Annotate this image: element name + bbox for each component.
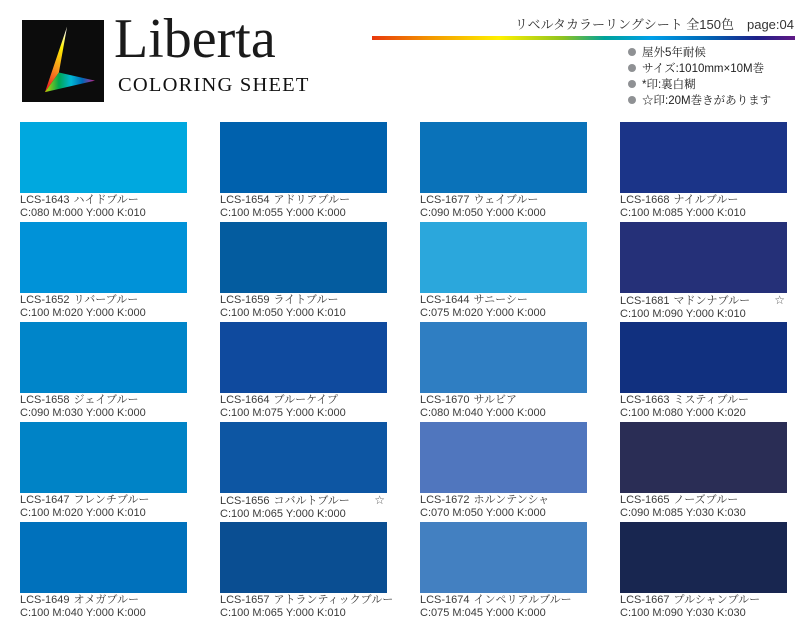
swatch-name: マドンナブルー xyxy=(673,295,751,307)
swatch-name: コバルトブルー xyxy=(273,495,350,507)
swatch-code: LCS-1681 xyxy=(620,295,670,307)
swatch-cmyk: C:100 M:065 Y:000 K:010 xyxy=(220,607,346,619)
swatch-name: サルビア xyxy=(473,394,517,406)
swatch-code: LCS-1659 xyxy=(220,294,270,306)
swatch-cmyk: C:100 M:090 Y:030 K:030 xyxy=(620,607,746,619)
swatch-label-line xyxy=(620,194,787,207)
color-swatch-block xyxy=(420,122,587,193)
swatch-code: LCS-1643 xyxy=(20,194,70,206)
swatch-cmyk: C:090 M:085 Y:030 K:030 xyxy=(620,507,746,519)
swatch-cmyk: C:075 M:045 Y:000 K:000 xyxy=(420,607,546,619)
color-swatch-cell xyxy=(420,522,587,621)
swatch-cmyk: C:080 M:000 Y:000 K:010 xyxy=(20,207,146,219)
swatch-label-line xyxy=(420,294,587,307)
color-swatch-cell xyxy=(420,422,587,522)
color-swatch-cell xyxy=(220,122,387,222)
color-swatch-block xyxy=(20,222,187,293)
liberta-logo xyxy=(22,20,104,102)
swatch-label-line xyxy=(220,594,394,607)
color-swatch-cell xyxy=(420,322,587,422)
swatch-code: LCS-1665 xyxy=(620,494,670,506)
swatch-label-line xyxy=(420,594,587,607)
bullet-icon xyxy=(628,80,636,88)
swatch-name: ノーズブルー xyxy=(673,494,739,506)
swatch-grid xyxy=(20,122,787,621)
swatch-label-line xyxy=(20,294,187,307)
swatch-name: ナイルブルー xyxy=(673,194,739,206)
swatch-name: オメガブルー xyxy=(73,594,139,606)
color-swatch-block xyxy=(420,522,587,593)
swatch-label-line xyxy=(420,194,587,207)
color-swatch-block xyxy=(620,122,787,193)
color-swatch-cell xyxy=(620,122,787,222)
swatch-label-line xyxy=(20,494,187,507)
rainbow-divider xyxy=(372,36,795,40)
swatch-cmyk: C:090 M:050 Y:000 K:000 xyxy=(420,207,546,219)
brand-subtitle: COLORING SHEET xyxy=(118,74,310,96)
swatch-code: LCS-1644 xyxy=(420,294,470,306)
swatch-code: LCS-1658 xyxy=(20,394,70,406)
color-swatch-block xyxy=(620,222,787,293)
swatch-cmyk: C:100 M:055 Y:000 K:000 xyxy=(220,207,346,219)
swatch-label-line xyxy=(20,594,187,607)
spec-note xyxy=(628,92,798,108)
spec-note xyxy=(628,76,798,92)
spec-notes xyxy=(628,44,798,108)
swatch-label-line xyxy=(420,494,587,507)
spec-note-label: 屋外5年耐候 xyxy=(642,47,706,59)
swatch-cmyk: C:100 M:085 Y:000 K:010 xyxy=(620,207,746,219)
color-swatch-cell xyxy=(20,422,187,522)
swatch-label-line xyxy=(620,294,787,308)
star-icon: ☆ xyxy=(374,493,385,507)
color-swatch-cell xyxy=(20,122,187,222)
color-swatch-block xyxy=(220,222,387,293)
swatch-name: リバーブルー xyxy=(73,294,139,306)
color-swatch-block xyxy=(420,322,587,393)
swatch-label-line xyxy=(620,494,787,507)
swatch-name: ハイドブルー xyxy=(73,194,139,206)
spec-note xyxy=(628,60,798,76)
swatch-code: LCS-1668 xyxy=(620,194,670,206)
swatch-cmyk: C:100 M:075 Y:000 K:000 xyxy=(220,407,346,419)
color-swatch-block xyxy=(220,322,387,393)
bullet-icon xyxy=(628,48,636,56)
swatch-cmyk: C:100 M:090 Y:000 K:010 xyxy=(620,308,746,320)
swatch-name: ライトブルー xyxy=(273,294,339,306)
color-swatch-cell xyxy=(620,322,787,422)
swatch-name: フレンチブルー xyxy=(73,494,150,506)
swatch-code: LCS-1649 xyxy=(20,594,70,606)
color-swatch-block xyxy=(420,222,587,293)
swatch-cmyk: C:090 M:030 Y:000 K:000 xyxy=(20,407,146,419)
color-swatch-cell xyxy=(220,222,387,322)
swatch-cmyk: C:100 M:065 Y:000 K:000 xyxy=(220,508,346,520)
swatch-code: LCS-1654 xyxy=(220,194,270,206)
swatch-code: LCS-1674 xyxy=(420,594,470,606)
color-swatch-block xyxy=(220,522,387,593)
brand-title: Liberta xyxy=(114,8,276,70)
swatch-name: インペリアルブルー xyxy=(473,594,572,606)
color-swatch-cell xyxy=(620,222,787,322)
color-swatch-block xyxy=(220,122,387,193)
color-swatch-cell xyxy=(220,522,394,621)
color-swatch-block xyxy=(620,422,787,493)
swatch-code: LCS-1657 xyxy=(220,594,270,606)
color-swatch-block xyxy=(20,422,187,493)
color-swatch-block xyxy=(20,522,187,593)
swatch-name: アドリアブルー xyxy=(273,194,351,206)
swatch-label-line xyxy=(220,194,387,207)
swatch-label-line xyxy=(220,394,387,407)
color-swatch-block xyxy=(220,422,387,493)
color-swatch-cell xyxy=(220,322,387,422)
star-icon: ☆ xyxy=(774,293,785,307)
swatch-code: LCS-1647 xyxy=(20,494,70,506)
color-swatch-block xyxy=(20,322,187,393)
page-info: リベルタカラーリングシート 全150色 page:04 xyxy=(514,17,794,32)
color-swatch-cell xyxy=(20,322,187,422)
spec-note xyxy=(628,44,798,60)
swatch-name: サニーシー xyxy=(473,294,528,306)
color-swatch-cell xyxy=(420,222,587,322)
swatch-cmyk: C:100 M:020 Y:000 K:000 xyxy=(20,307,146,319)
swatch-code: LCS-1663 xyxy=(620,394,670,406)
swatch-cmyk: C:075 M:020 Y:000 K:000 xyxy=(420,307,546,319)
swatch-code: LCS-1667 xyxy=(620,594,670,606)
swatch-cmyk: C:100 M:080 Y:000 K:020 xyxy=(620,407,746,419)
color-swatch-cell xyxy=(220,422,387,522)
swatch-label-line xyxy=(620,394,787,407)
color-swatch-block xyxy=(420,422,587,493)
color-swatch-block xyxy=(20,122,187,193)
swatch-name: プルシャンブルー xyxy=(673,594,761,606)
swatch-code: LCS-1652 xyxy=(20,294,70,306)
swatch-code: LCS-1677 xyxy=(420,194,470,206)
swatch-label-line xyxy=(20,394,187,407)
color-swatch-cell xyxy=(620,522,787,621)
color-swatch-cell xyxy=(20,222,187,322)
swatch-label-line xyxy=(220,294,387,307)
swatch-name: ブルーケイプ xyxy=(273,394,339,406)
swatch-code: LCS-1656 xyxy=(220,495,270,507)
swatch-code: LCS-1672 xyxy=(420,494,470,506)
color-swatch-cell xyxy=(620,422,787,522)
swatch-cmyk: C:080 M:040 Y:000 K:000 xyxy=(420,407,546,419)
swatch-cmyk: C:100 M:020 Y:000 K:010 xyxy=(20,507,146,519)
swatch-name: ウェイブルー xyxy=(473,194,539,206)
spec-note-label: ☆印:20M巻きがあります xyxy=(642,95,772,107)
swatch-label-line xyxy=(20,194,187,207)
swatch-code: LCS-1670 xyxy=(420,394,470,406)
swatch-name: ミスティブルー xyxy=(673,394,750,406)
swatch-name: アトランティックブルー xyxy=(273,594,394,606)
swatch-cmyk: C:070 M:050 Y:000 K:000 xyxy=(420,507,546,519)
swatch-code: LCS-1664 xyxy=(220,394,270,406)
bullet-icon xyxy=(628,64,636,72)
bullet-icon xyxy=(628,96,636,104)
swatch-label-line xyxy=(420,394,587,407)
swatch-cmyk: C:100 M:050 Y:000 K:010 xyxy=(220,307,346,319)
rainbow-l-icon xyxy=(22,20,104,102)
color-swatch-block xyxy=(620,522,787,593)
swatch-name: ジェイブルー xyxy=(73,394,139,406)
swatch-label-line xyxy=(220,494,387,508)
color-swatch-cell xyxy=(420,122,587,222)
color-swatch-block xyxy=(620,322,787,393)
color-swatch-cell xyxy=(20,522,187,621)
swatch-name: ホルンテンシャ xyxy=(473,494,550,506)
swatch-label-line xyxy=(620,594,787,607)
spec-note-label: サイズ:1010mm×10M巻 xyxy=(642,63,765,75)
spec-note-label: *印:裏白糊 xyxy=(642,79,696,91)
swatch-cmyk: C:100 M:040 Y:000 K:000 xyxy=(20,607,146,619)
